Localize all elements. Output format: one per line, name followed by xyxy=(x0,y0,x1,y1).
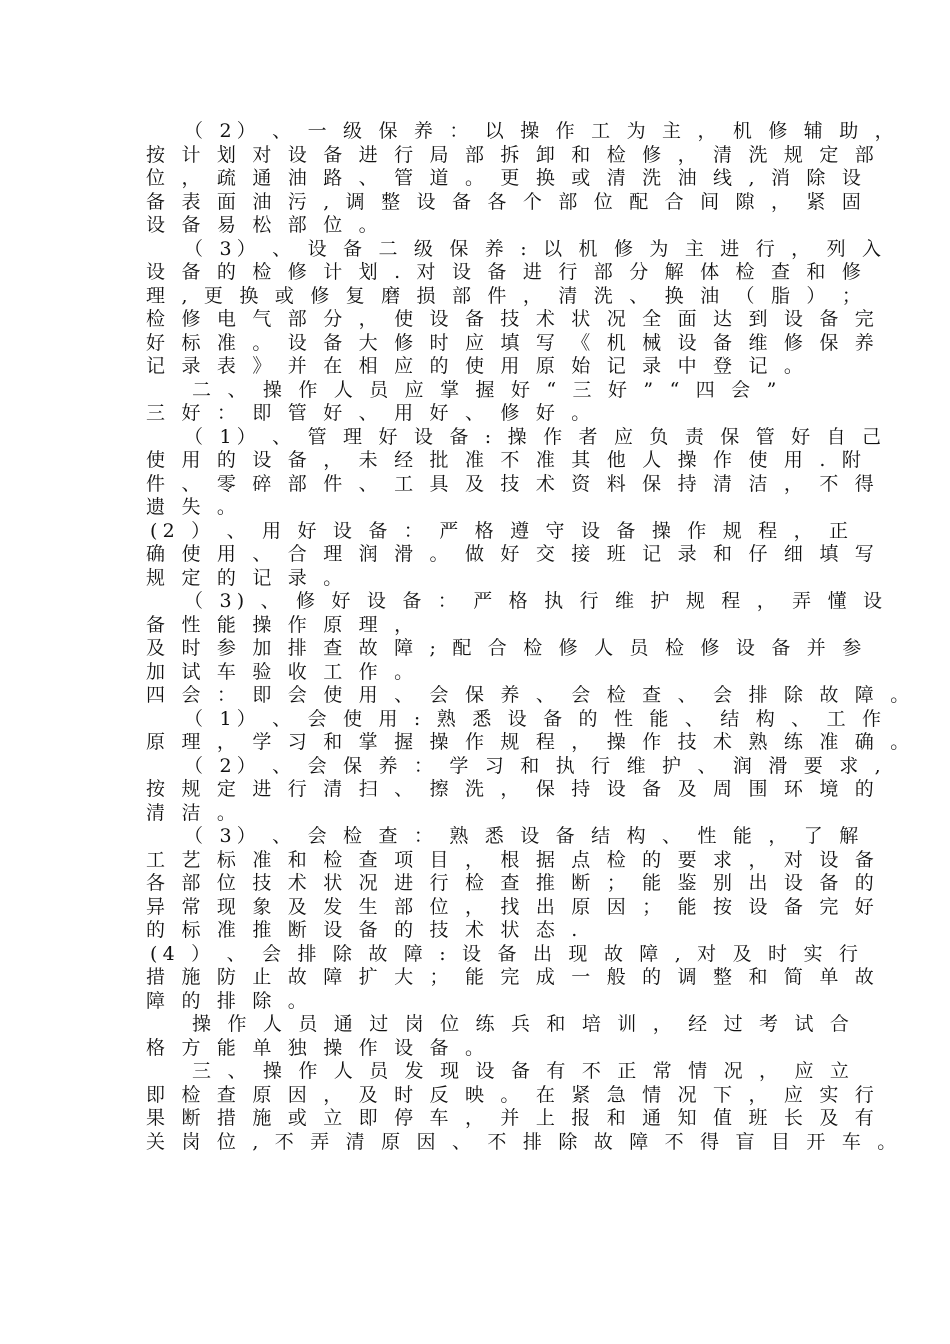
text-line: （ 3） 、 会 检 查 ： 熟 悉 设 备 结 构 、 性 能 ， 了 解 xyxy=(184,825,864,847)
text-line: 使 用 的 设 备 ， 未 经 批 准 不 准 其 他 人 操 作 使 用 . 附 xyxy=(146,449,867,471)
text-line: 四 会 ： 即 会 使 用 、 会 保 养 、 会 检 查 、 会 排 除 故 障 。 xyxy=(146,684,915,706)
text-line: 清 洁 。 xyxy=(146,801,242,824)
text-line: 加 试 车 验 收 工 作 。 xyxy=(146,660,419,683)
text-line: 关 岗 位 , 不 弄 清 原 因 、 不 排 除 故 障 不 得 盲 目 开 车 。 xyxy=(146,1130,902,1153)
text-line: 果 断 措 施 或 立 即 停 车 ， 并 上 报 和 通 知 值 班 长 及 有 xyxy=(146,1107,879,1129)
text-line: (2 ） 、 用 好 设 备 ： 严 格 遵 守 设 备 操 作 规 程 ， 正 xyxy=(150,519,854,542)
text-line: 及 时 参 加 排 查 故 障 ; 配 合 检 修 人 员 检 修 设 备 并 参 xyxy=(146,637,867,659)
text-line: 好 标 准 。 设 备 大 修 时 应 填 写 《 机 械 设 备 维 修 保 养 xyxy=(146,331,879,354)
text-line: 备 表 面 油 污 , 调 整 设 备 各 个 部 位 配 合 间 隙 ， 紧 固 xyxy=(146,190,867,213)
text-line: （ 3) 、 修 好 设 备 ： 严 格 执 行 维 护 规 程 ， 弄 懂 设 xyxy=(184,590,888,612)
text-line: 措 施 防 止 故 障 扩 大 ； 能 完 成 一 般 的 调 整 和 简 单 故 xyxy=(146,966,879,988)
text-line: 各 部 位 技 术 状 况 进 行 检 查 推 断 ； 能 鉴 别 出 设 备 的 xyxy=(146,872,879,894)
text-line: 格 方 能 单 独 操 作 设 备 。 xyxy=(146,1036,490,1059)
text-line: （ 1） 、 管 理 好 设 备 : 操 作 者 应 负 责 保 管 好 自 己 xyxy=(184,425,887,448)
text-line: 操 作 人 员 通 过 岗 位 练 兵 和 培 训 ， 经 过 考 试 合 xyxy=(192,1013,855,1035)
text-line: 设 备 易 松 部 位 。 xyxy=(146,214,383,236)
text-line: （ 1） 、 会 使 用 : 熟 悉 设 备 的 性 能 、 结 构 、 工 作 xyxy=(184,707,887,730)
text-line: 检 修 电 气 部 分 ， 使 设 备 技 术 状 况 全 面 达 到 设 备 完 xyxy=(146,308,879,330)
text-line: 遗 失 。 xyxy=(146,496,242,518)
section-heading: 二 、 操 作 人 员 应 掌 握 好 “ 三 好 ” “ 四 会 ” xyxy=(192,378,782,401)
text-line: 原 理 ， 学 习 和 掌 握 操 作 规 程 ， 操 作 技 术 熟 练 准 确 。 xyxy=(146,731,915,753)
text-line: 记 录 表 》 并 在 相 应 的 使 用 原 始 记 录 中 登 记 。 xyxy=(146,355,809,377)
document-body xyxy=(146,120,915,1154)
text-line: （ 2） 、 会 保 养 ： 学 习 和 执 行 维 护 、 润 滑 要 求 , xyxy=(184,754,886,777)
text-line: 异 常 现 象 及 发 生 部 位 ， 找 出 原 因 ； 能 按 设 备 完 好 xyxy=(146,895,879,918)
text-line: 的 标 准 推 断 设 备 的 技 术 状 态 . xyxy=(146,919,583,941)
text-line: 位 ， 疏 通 油 路 、 管 道 。 更 换 或 清 洗 油 线 , 消 除 设 xyxy=(146,167,867,189)
text-line: 三 好 ： 即 管 好 、 用 好 、 修 好 。 xyxy=(146,402,596,424)
text-line: 理 , 更 换 或 修 复 磨 损 部 件 ， 清 洗 、 换 油 （ 脂 ） ； xyxy=(146,284,867,307)
text-line: 设 备 的 检 修 计 划 . 对 设 备 进 行 部 分 解 体 检 查 和 修 xyxy=(146,261,867,283)
text-line: 确 使 用 、 合 理 润 滑 。 做 好 交 接 班 记 录 和 仔 细 填 写 xyxy=(146,543,879,565)
section-heading: 三 、 操 作 人 员 发 现 设 备 有 不 正 常 情 况 ， 应 立 xyxy=(192,1060,855,1082)
text-line: 件 、 零 碎 部 件 、 工 具 及 技 术 资 料 保 持 清 洁 ， 不 得 xyxy=(146,472,879,495)
text-line: （ 2） 、 一 级 保 养 ： 以 操 作 工 为 主 ， 机 修 辅 助 ， xyxy=(184,120,899,142)
text-line: （ 3） 、 设 备 二 级 保 养 : 以 机 修 为 主 进 行 ， 列 入 xyxy=(184,237,887,260)
text-line: 按 计 划 对 设 备 进 行 局 部 拆 卸 和 检 修 ， 清 洗 规 定 部 xyxy=(146,143,879,166)
text-line: 障 的 排 除 。 xyxy=(146,989,312,1012)
text-line: 备 性 能 操 作 原 理 ， xyxy=(146,613,419,636)
text-line: 按 规 定 进 行 清 扫 、 擦 洗 ， 保 持 设 备 及 周 围 环 境 的 xyxy=(146,778,879,800)
text-line: (4 ） 、 会 排 除 故 障 : 设 备 出 现 故 障 , 对 及 时 实 行 xyxy=(150,942,864,965)
text-line: 即 检 查 原 因 ， 及 时 反 映 。 在 紧 急 情 况 下 ， 应 实 行 xyxy=(146,1083,879,1106)
text-line: 规 定 的 记 录 。 xyxy=(146,566,348,589)
text-line: 工 艺 标 准 和 检 查 项 目 ， 根 据 点 检 的 要 求 ， 对 设 备 xyxy=(146,848,879,871)
